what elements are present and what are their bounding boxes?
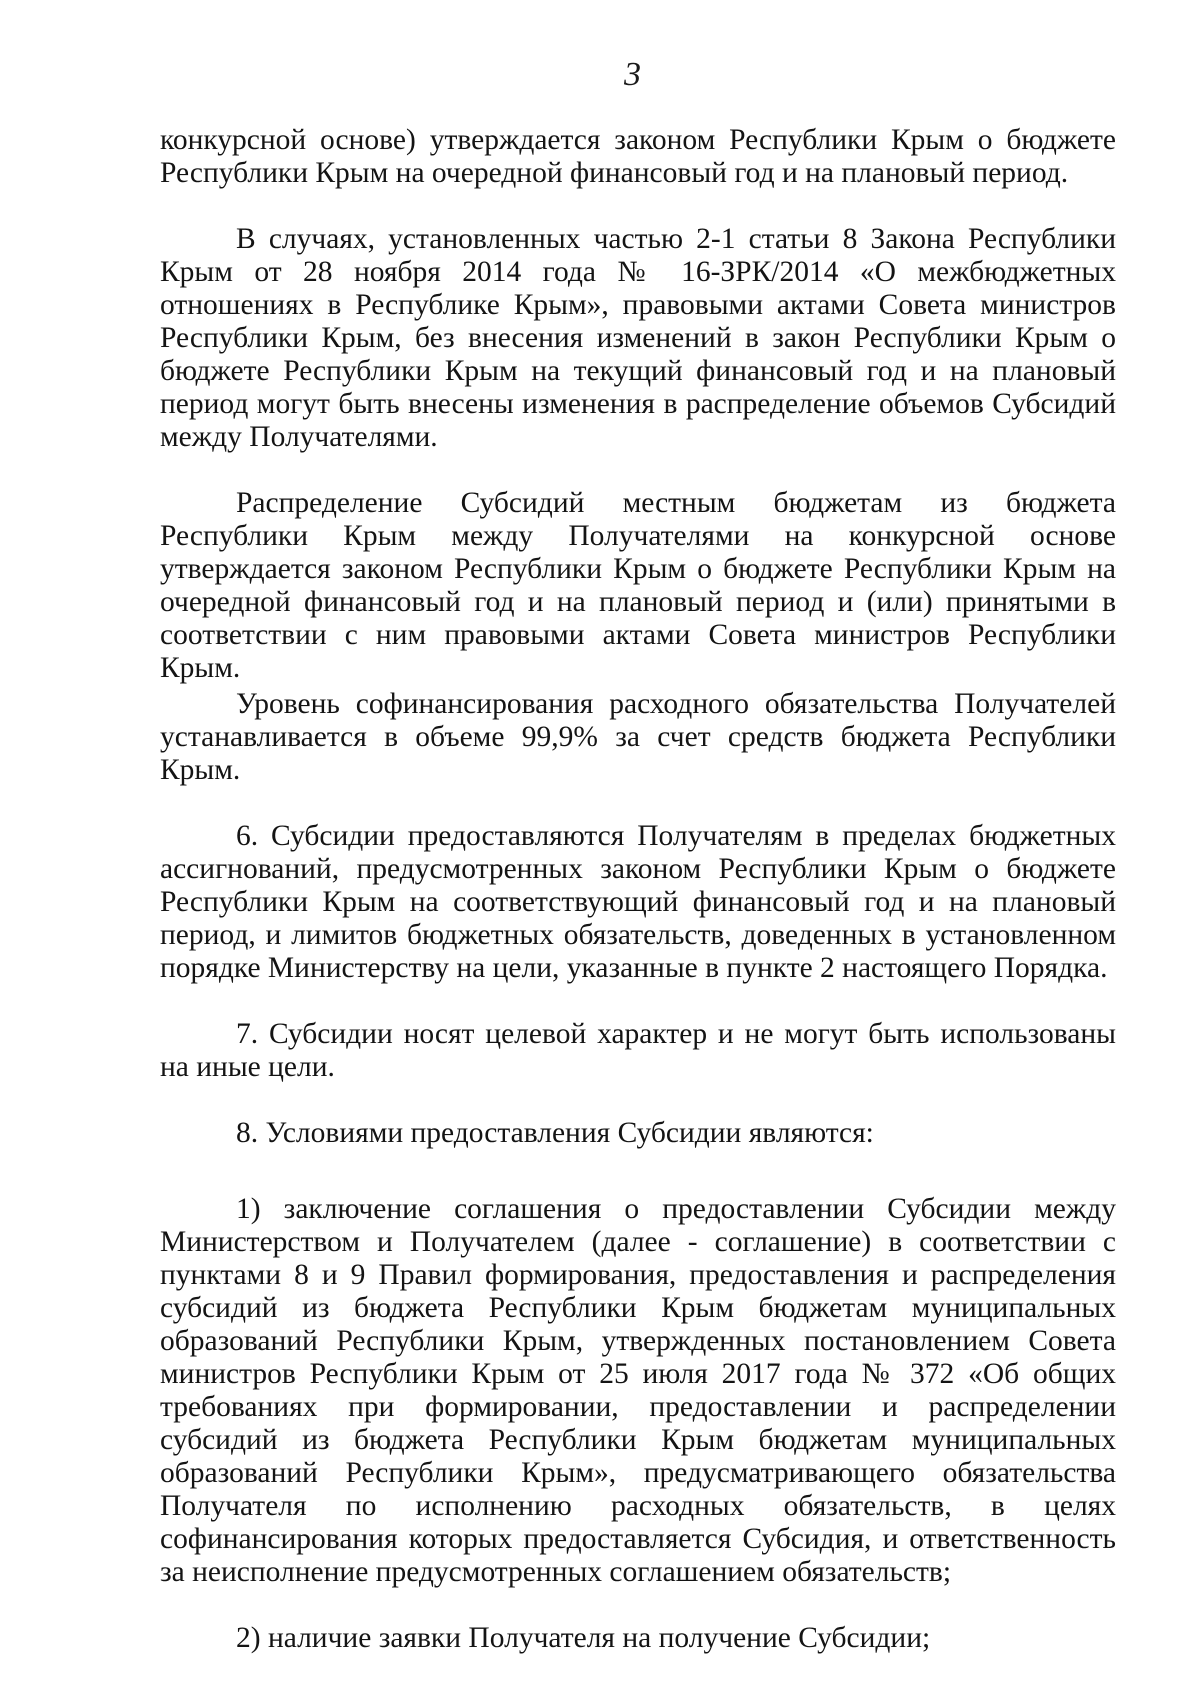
paragraph-competitive-distribution: Распределение Субсидий местным бюджетам из бюджета Республики Крым между Получателями на конкурсной основе утверждается законом Республики Крым о бюджете Республики Крым на очередной финансовый год и на плановый период и (или) принятыми в соответствии с ним правовыми актами Совета министров Республики Крым. xyxy=(160,487,1116,684)
paragraph-item-8: 8. Условиями предоставления Субсидии являются: xyxy=(236,1117,874,1149)
paragraph-cofinancing-level: Уровень софинансирования расходного обязательства Получателей устанавливается в объеме 99,9% за счет средств бюджета Республики Крым. xyxy=(160,688,1116,786)
page-number: 3 xyxy=(624,56,641,93)
paragraph-item-7: 7. Субсидии носят целевой характер и не могут быть использованы на иные цели. xyxy=(160,1018,1116,1083)
document-body xyxy=(160,124,1116,1655)
paragraph-item-8-2: 2) наличие заявки Получателя на получение Субсидии; xyxy=(236,1622,931,1654)
paragraph-distribution-changes: В случаях, установленных частью 2-1 статьи 8 Закона Республики Крым от 28 ноября 2014 года № 16-ЗРК/2014 «О межбюджетных отношениях в Республике Крым», правовыми актами Совета министров Республики Крым, без внесения изменений в закон Республики Крым о бюджете Республики Крым на текущий финансовый год и на плановый период могут быть внесены изменения в распределение объемов Субсидий между Получателями. xyxy=(160,223,1116,453)
paragraph-item-8-1: 1) заключение соглашения о предоставлении Субсидии между Министерством и Получателем (далее - соглашение) в соответствии с пунктами 8 и 9 Правил формирования, предоставления и распределения субсидий из бюджета Республики Крым бюджетам муниципальных образований Республики Крым, утвержденных постановлением Совета министров Республики Крым от 25 июля 2017 года № 372 «Об общих требованиях при формировании, предоставлении и распределении субсидий из бюджета Республики Крым бюджетам муниципальных образований Республики Крым», предусматривающего обязательства Получателя по исполнению расходных обязательств, в целях софинансирования которых предоставляется Субсидия, и ответственность за неисполнение предусмотренных соглашением обязательств; xyxy=(160,1193,1116,1588)
paragraph-continuation: конкурсной основе) утверждается законом Республики Крым о бюджете Республики Крым на очередной финансовый год и на плановый период. xyxy=(160,124,1116,189)
paragraph-item-6: 6. Субсидии предоставляются Получателям в пределах бюджетных ассигнований, предусмотренных законом Республики Крым о бюджете Республики Крым на соответствующий финансовый год и на плановый период, и лимитов бюджетных обязательств, доведенных в установленном порядке Министерству на цели, указанные в пункте 2 настоящего Порядка. xyxy=(160,820,1116,984)
